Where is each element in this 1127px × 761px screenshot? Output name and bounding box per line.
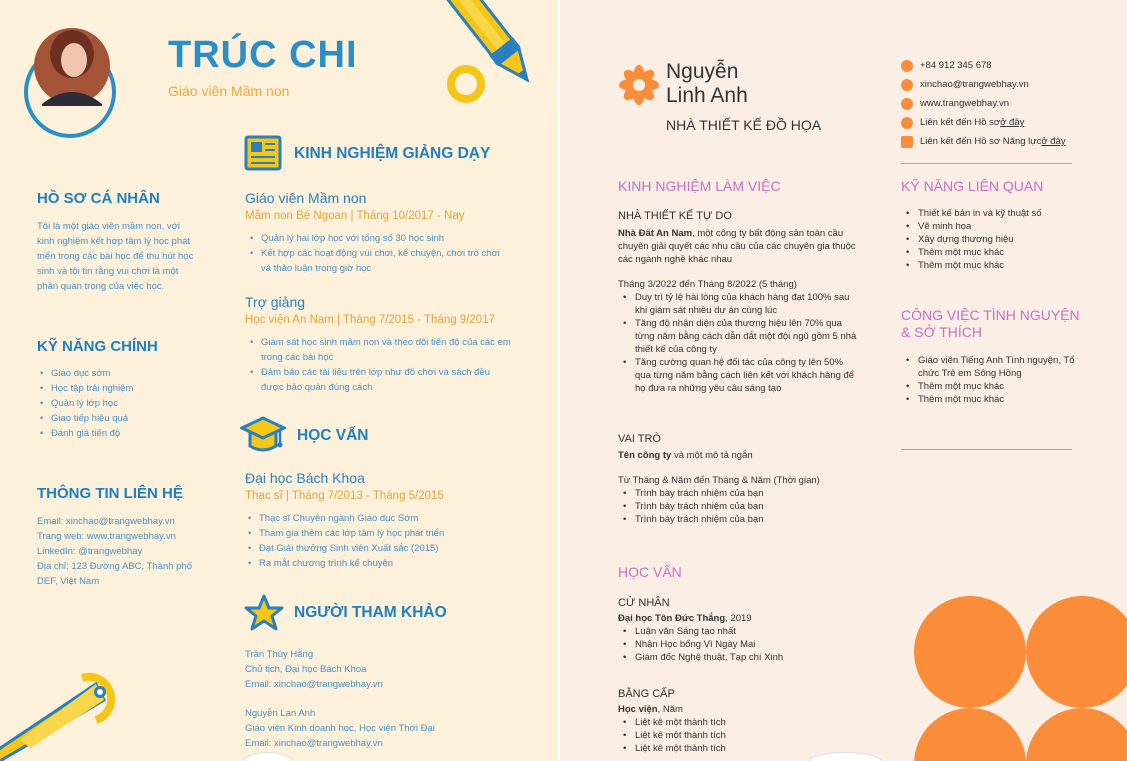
- job2-company: [618, 449, 858, 462]
- avatar: [34, 28, 110, 104]
- degree1-title: CỬ NHÂN: [618, 597, 670, 609]
- pennant-icon: [0, 660, 130, 761]
- divider: [901, 449, 1072, 450]
- contact-portfolio-row: [901, 132, 1101, 151]
- name-line-1: Nguyễn: [666, 60, 739, 83]
- job1-period: Tháng 3/2022 đến Tháng 8/2022 (5 tháng): [618, 279, 797, 290]
- job2-title: VAI TRÒ: [618, 433, 661, 445]
- degree2-school: [618, 703, 858, 716]
- list-item: • Thạc sĩ Chuyên ngành Giáo dục Sớm: [245, 511, 510, 526]
- globe-icon: [901, 98, 913, 110]
- contact-profile-row: [901, 113, 1101, 132]
- job2-company-name: Tên công ty: [618, 450, 672, 461]
- education-list: [245, 511, 510, 571]
- designer-role: NHÀ THIẾT KẾ ĐỒ HỌA: [666, 117, 822, 133]
- list-item: • Liệt kê một thành tích: [620, 716, 860, 729]
- degree2-year: , Năm: [657, 704, 683, 715]
- list-item: • Giáo viên Tiếng Anh Tình nguyện, Tổ chức Trẻ em Sông Hồng: [903, 354, 1093, 380]
- list-item: • Tăng cường quan hệ đối tác của công ty lên 50% qua từng năm bằng cách liên kết với khách hàng để họ đưa ra những yêu cầu sáng tạo: [620, 356, 860, 395]
- job1-company-name: Nhà Đất An Nam: [618, 228, 693, 239]
- circles-decoration-icon: [910, 590, 1127, 761]
- list-item: • Liệt kê một thành tích: [620, 742, 860, 755]
- reference-title: Chủ tịch, Đại học Bách Khoa: [245, 664, 367, 675]
- contact-web-row: [901, 94, 1101, 113]
- job2-company-desc: và một mô tả ngắn: [671, 450, 753, 461]
- contact-email[interactable]: xinchao@trangwebhay.vn: [920, 79, 1029, 90]
- list-item: • Xây dựng thương hiệu: [903, 233, 1093, 246]
- teacher-resume-page: [0, 0, 558, 761]
- list-item: • Đảm bảo các tài liệu trên lớp như đồ chơi và sách đều được bảo quản đúng cách: [247, 365, 512, 395]
- list-item: • Trình bày trách nhiệm của bạn: [620, 513, 860, 526]
- mail-icon: [901, 79, 913, 91]
- home-icon: [901, 60, 913, 72]
- degree1-school-name: Đại học Tôn Đức Thắng: [618, 613, 726, 624]
- education-heading: HỌC VẤN: [618, 564, 682, 580]
- list-item: • Quản lý hai lớp học với tổng số 30 học sinh: [247, 231, 512, 246]
- newspaper-icon: [244, 135, 284, 173]
- contact-list: [901, 56, 1101, 151]
- profile-link[interactable]: ở đây: [1000, 117, 1025, 128]
- contact-linkedin: LinkedIn: @trangwebhay: [37, 546, 143, 557]
- education-school: Đại học Bách Khoa: [245, 470, 365, 486]
- reference-1: [245, 647, 505, 692]
- list-item: • Kết hợp các hoạt động vui chơi, kể chuyện, chơi trò chơi và thảo luận trong giờ học: [247, 246, 512, 276]
- list-item: • Tăng độ nhận diện của thương hiệu lên 70% qua từng năm bằng cách dẫn dắt một đội ngũ gồm 5 nhà thiết kế của công ty: [620, 317, 860, 356]
- degree1-list: [620, 625, 860, 664]
- star-icon: [244, 594, 284, 632]
- portfolio-link[interactable]: ở đây: [1041, 136, 1066, 147]
- reference-title: Giáo viên Kinh doanh học, Học viện Thời Đại: [245, 723, 435, 734]
- pencil-icon: [440, 0, 558, 112]
- job1-title: NHÀ THIẾT KẾ TỰ DO: [618, 210, 732, 222]
- contact-address: Địa chỉ: 123 Đường ABC, Thành phố DEF, Việt Nam: [37, 561, 193, 587]
- list-item: • Thiết kế bản in và kỹ thuật số: [903, 207, 1093, 220]
- list-item: • Giám đốc Nghệ thuật, Tạp chí Xinh: [620, 651, 860, 664]
- degree2-title: BẰNG CẤP: [618, 688, 675, 700]
- related-skills-list: [903, 207, 1093, 272]
- page-scroll-tab: [243, 752, 293, 761]
- list-item: • Giao tiếp hiệu quả: [37, 411, 202, 426]
- list-item: • Ra mắt chương trình kể chuyện: [245, 556, 510, 571]
- job2-title: Trợ giảng: [245, 294, 306, 310]
- job1-list: [247, 231, 512, 276]
- experience-heading: KINH NGHIỆM GIẢNG DẠY: [294, 145, 491, 162]
- work-heading: KINH NGHIỆM LÀM VIỆC: [618, 178, 781, 194]
- job1-sub: Mầm non Bé Ngoan | Tháng 10/2017 - Nay: [245, 210, 465, 222]
- list-item: • Trình bày trách nhiệm của bạn: [620, 500, 860, 513]
- contact-web: Trang web: www.trangwebhay.vn: [37, 531, 176, 542]
- job1-list: [620, 291, 860, 395]
- divider: [901, 163, 1072, 164]
- volunteer-list: [903, 354, 1093, 406]
- reference-2: [245, 706, 505, 751]
- job1-company: [618, 227, 858, 266]
- contact-phone-row: [901, 56, 1101, 75]
- portfolio-prefix: Liên kết đến Hồ sơ Năng lực: [920, 136, 1042, 147]
- job2-list: [620, 487, 860, 526]
- job1-company-desc: , một công ty bất động sản toàn cầu chuyên giải quyết các nhu cầu của các chuyên gia thuộc các ngành nghề khác nhau: [618, 228, 856, 265]
- designer-resume-page: [560, 0, 1127, 761]
- degree2-list: [620, 716, 860, 755]
- reference-name: Trần Thúy Hằng: [245, 649, 314, 660]
- job2-list: [247, 335, 512, 395]
- list-item: • Luận văn Sáng tạo nhất: [620, 625, 860, 638]
- list-item: • Đạt Giải thưởng Sinh viên Xuất sắc (2015): [245, 541, 510, 556]
- profile-heading: HỒ SƠ CÁ NHÂN: [37, 190, 160, 207]
- list-item: • Liệt kê một thành tích: [620, 729, 860, 742]
- name-line-2: Linh Anh: [666, 84, 748, 107]
- contact-email-row: [901, 75, 1101, 94]
- contact-phone: +84 912 345 678: [920, 60, 992, 71]
- contact-web[interactable]: www.trangwebhay.vn: [920, 98, 1010, 109]
- list-item: • Thêm một mục khác: [903, 393, 1093, 406]
- list-item: • Thêm một mục khác: [903, 246, 1093, 259]
- list-item: • Trình bày trách nhiệm của bạn: [620, 487, 860, 500]
- list-item: • Học tập trải nghiệm: [37, 381, 202, 396]
- education-sub: Thạc sĩ | Tháng 7/2013 - Tháng 5/2015: [245, 490, 444, 502]
- list-item: • Nhận Học bổng Vì Ngày Mai: [620, 638, 860, 651]
- references-heading: NGƯỜI THAM KHẢO: [294, 604, 447, 621]
- profile-body: Tôi là một giáo viên mầm non, với kinh nghiệm kết hợp tâm lý học phát triển trong các bài học để thu hút học sinh và tôi tin rằng vui chơi là một phần quan trọng của việc học.: [37, 221, 194, 292]
- contact-heading: THÔNG TIN LIÊN HỆ: [37, 485, 183, 502]
- list-item: • Vẽ minh họa: [903, 220, 1093, 233]
- job1-title: Giáo viên Mầm non: [245, 190, 367, 206]
- degree2-school-name: Học viện: [618, 704, 658, 715]
- list-item: • Quản lý lớp học: [37, 396, 202, 411]
- job2-sub: Học viện An Nam | Tháng 7/2015 - Tháng 9/2017: [245, 314, 495, 326]
- profile-prefix: Liên kết đến Hồ sơ: [920, 117, 1001, 128]
- contact-email: Email: xinchao@trangwebhay.vn: [37, 516, 175, 527]
- reference-name: Nguyễn Lan Anh: [245, 708, 316, 719]
- teacher-name: TRÚC CHI: [168, 34, 358, 76]
- list-item: • Đánh giá tiến độ: [37, 426, 202, 441]
- graduation-cap-icon: [240, 412, 286, 454]
- designer-name: [666, 60, 748, 108]
- flower-icon: [618, 64, 660, 106]
- list-item: • Thêm một mục khác: [903, 259, 1093, 272]
- reference-email: Email: xinchao@trangwebhay.vn: [245, 738, 383, 749]
- reference-email: Email: xinchao@trangwebhay.vn: [245, 679, 383, 690]
- list-item: • Duy trì tỷ lệ hài lòng của khách hàng đạt 100% sau khi giám sát nhiều dự án cùng lúc: [620, 291, 860, 317]
- list-item: • Tham gia thêm các lớp tâm lý học phát triển: [245, 526, 510, 541]
- volunteer-heading: CÔNG VIỆC TÌNH NGUYỆN & SỞ THÍCH: [901, 307, 1080, 340]
- job2-period: Từ Tháng & Năm đến Tháng & Năm (Thời gian): [618, 475, 820, 486]
- degree1-school: [618, 612, 858, 625]
- contact-block: [37, 514, 207, 589]
- related-skills-heading: KỸ NĂNG LIÊN QUAN: [901, 178, 1044, 194]
- folder-icon: [901, 136, 913, 148]
- list-item: • Giám sát học sinh mầm non và theo dõi tiến độ của các em trong các bài học: [247, 335, 512, 365]
- skills-heading: KỸ NĂNG CHÍNH: [37, 338, 158, 355]
- degree1-year: , 2019: [725, 613, 752, 624]
- education-heading: HỌC VẤN: [297, 427, 369, 444]
- list-item: • Giáo dục sớm: [37, 366, 202, 381]
- user-icon: [901, 117, 913, 129]
- skills-list: [37, 366, 202, 441]
- list-item: • Thêm một mục khác: [903, 380, 1093, 393]
- teacher-role: Giáo viên Mầm non: [168, 83, 290, 99]
